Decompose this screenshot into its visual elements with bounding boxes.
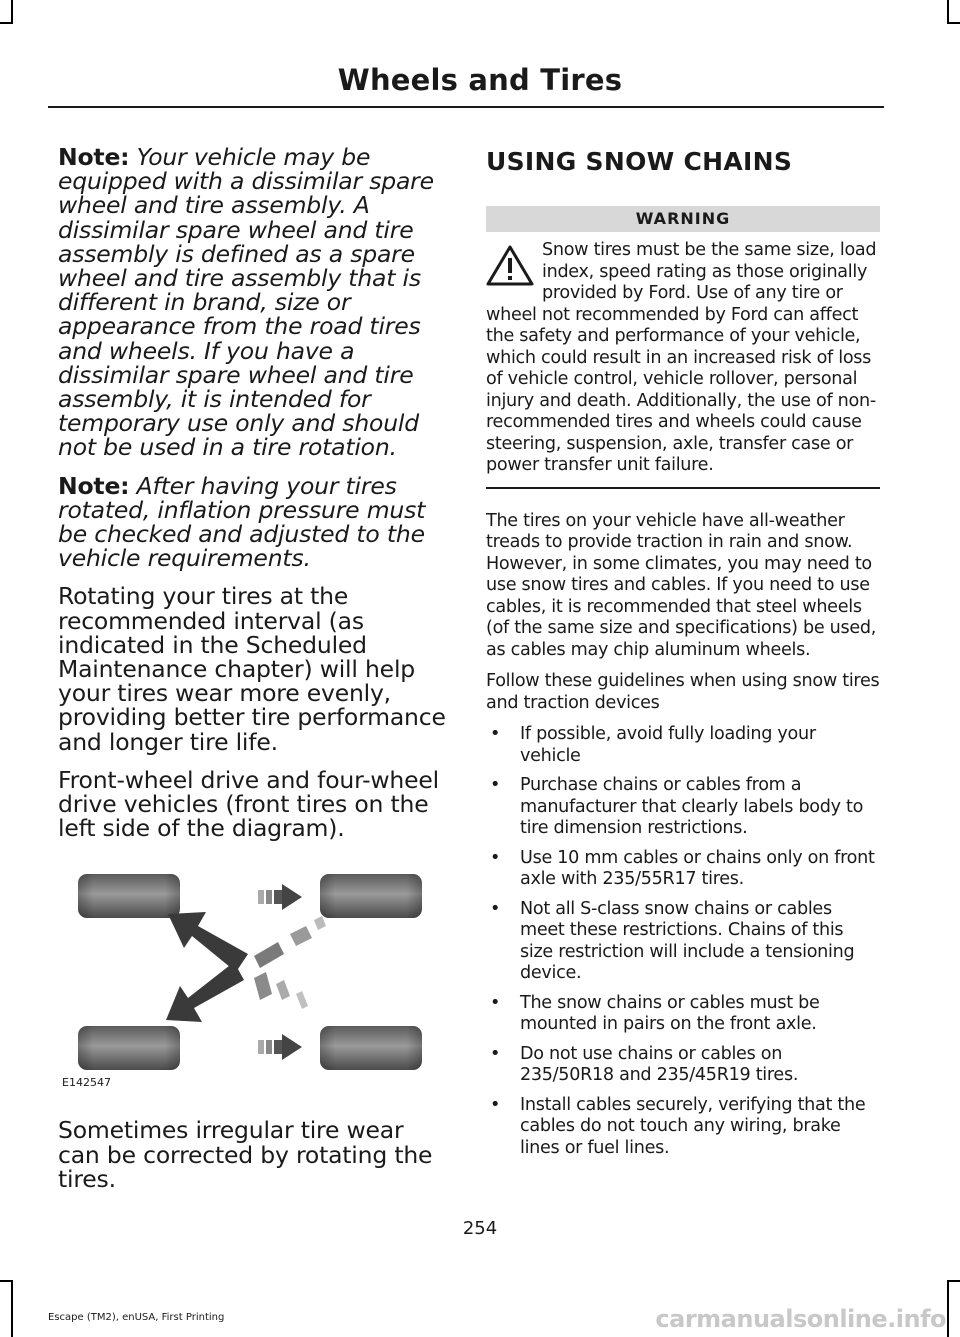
list-item	[486, 899, 880, 985]
list-item-text: Install cables securely, verifying that the cables do not touch any wiring, brake lines or fuel lines.	[520, 1094, 866, 1158]
note-label: Note:	[58, 143, 130, 171]
crop-mark	[11, 0, 13, 24]
all-weather-paragraph: The tires on your vehicle have all-weather treads to provide traction in rain and snow. However, in some climates, you may need to use snow tires and cables. If you need to use cables, it is recommended that steel wheels (of the same size and specifications) be used, as cables may chip aluminum wheels.	[486, 510, 877, 660]
list-item-text: Do not use chains or cables on 235/50R18 and 235/45R19 tires.	[520, 1043, 799, 1085]
bullet-icon: •	[490, 724, 501, 744]
list-item	[486, 993, 880, 1036]
note-inflation	[58, 471, 450, 573]
bullet-icon: •	[490, 898, 501, 919]
tire-rotation-diagram	[58, 854, 450, 1104]
note-label: Note:	[58, 471, 130, 500]
list-item-text: Use 10 mm cables or chains only on front axle with 235/55R17 tires.	[520, 847, 875, 889]
note-text: Your vehicle may be equipped with a dissimilar spare wheel and tire assembly. A dissimilar spare wheel and tire assembly is defined as a spare wheel and tire assembly that is different in brand, size or appearance from the road tires and wheels. If you have a dissimilar spare wheel and tire assembly, it is intended for temporary use only and should not be used in a tire rotation.	[58, 143, 434, 462]
header-divider	[48, 106, 884, 108]
crop-mark	[11, 1280, 13, 1337]
warning-divider	[486, 487, 880, 489]
list-item-text: Not all S-class snow chains or cables meet these restrictions. Chains of this size restriction will include a tensioning device.	[520, 898, 855, 983]
page-number: 254	[462, 1218, 498, 1239]
list-item	[486, 848, 880, 891]
bullet-icon: •	[490, 1043, 501, 1064]
page-title: Wheels and Tires	[337, 63, 623, 97]
crop-mark	[0, 1280, 13, 1282]
list-item-text: The snow chains or cables must be mounted in pairs on the front axle.	[520, 992, 820, 1034]
drive-type-paragraph: Front-wheel drive and four-wheel drive vehicles (front tires on the left side of the diagram).	[58, 765, 439, 843]
diagram-id: E142547	[62, 1076, 111, 1090]
list-item	[486, 775, 880, 840]
tire-rear-right	[320, 1026, 422, 1070]
list-item	[486, 1095, 880, 1160]
crop-mark	[0, 22, 13, 24]
tire-rear-left	[320, 874, 422, 918]
tire-front-left	[78, 874, 180, 918]
tire-front-right	[78, 1026, 180, 1070]
warning-triangle-icon	[486, 244, 534, 286]
bullet-icon: •	[490, 847, 501, 868]
warning-body	[486, 240, 880, 477]
list-item	[486, 1044, 880, 1087]
dashed-diagonal-down	[254, 972, 308, 1009]
guidelines-list	[486, 724, 880, 1159]
section-title: USING SNOW CHAINS	[486, 147, 793, 176]
crop-mark	[947, 0, 949, 24]
list-item-text: Purchase chains or cables from a manufacturer that clearly labels body to tire dimension restrictions.	[520, 775, 864, 838]
watermark: carmanualsonline.info	[655, 1305, 946, 1333]
crop-mark	[947, 1280, 960, 1282]
guidelines-intro: Follow these guidelines when using snow tires and traction devices	[486, 671, 880, 713]
note-text: After having your tires rotated, inflation pressure must be checked and adjusted to the vehicle requirements.	[58, 471, 426, 573]
bullet-icon: •	[490, 775, 501, 795]
warning-header: WARNING	[486, 206, 880, 232]
arrow-diagonal-up	[168, 912, 248, 972]
left-column	[58, 145, 450, 1205]
arrow-top	[258, 884, 302, 910]
note-dissimilar-spare	[58, 145, 450, 460]
crop-mark	[947, 1280, 949, 1337]
right-column	[486, 145, 880, 1167]
footer-text: Escape (TM2), enUSA, First Printing	[48, 1312, 225, 1323]
irregular-wear-paragraph: Sometimes irregular tire wear can be corrected by rotating the tires.	[58, 1116, 433, 1193]
list-item-text: If possible, avoid fully loading your vehicle	[520, 724, 816, 766]
arrow-bottom	[258, 1034, 302, 1060]
bullet-icon: •	[490, 1094, 501, 1115]
crop-mark	[947, 22, 960, 24]
bullet-icon: •	[490, 992, 501, 1013]
tire-rotation-illustration	[58, 854, 450, 1094]
page-header	[0, 62, 960, 98]
arrow-diagonal-down	[166, 962, 244, 1022]
rotation-paragraph: Rotating your tires at the recommended interval (as indicated in the Scheduled Maintenance chapter) will help your tires wear more evenly, providing better tire performance and longer tire life.	[58, 582, 446, 756]
list-item	[486, 724, 880, 767]
dashed-diagonal-up	[254, 916, 326, 968]
warning-text: Snow tires must be the same size, load index, speed rating as those originally provided by Ford. Use of any tire or wheel not recommended by Ford can affect the safety and performance of your vehicle, which could result in an increased risk of loss of vehicle control, vehicle rollover, personal injury and death. Additionally, the use of non-recommended tires and wheels could cause steering, suspension, axle, transfer case or power transfer unit failure.	[486, 240, 877, 475]
